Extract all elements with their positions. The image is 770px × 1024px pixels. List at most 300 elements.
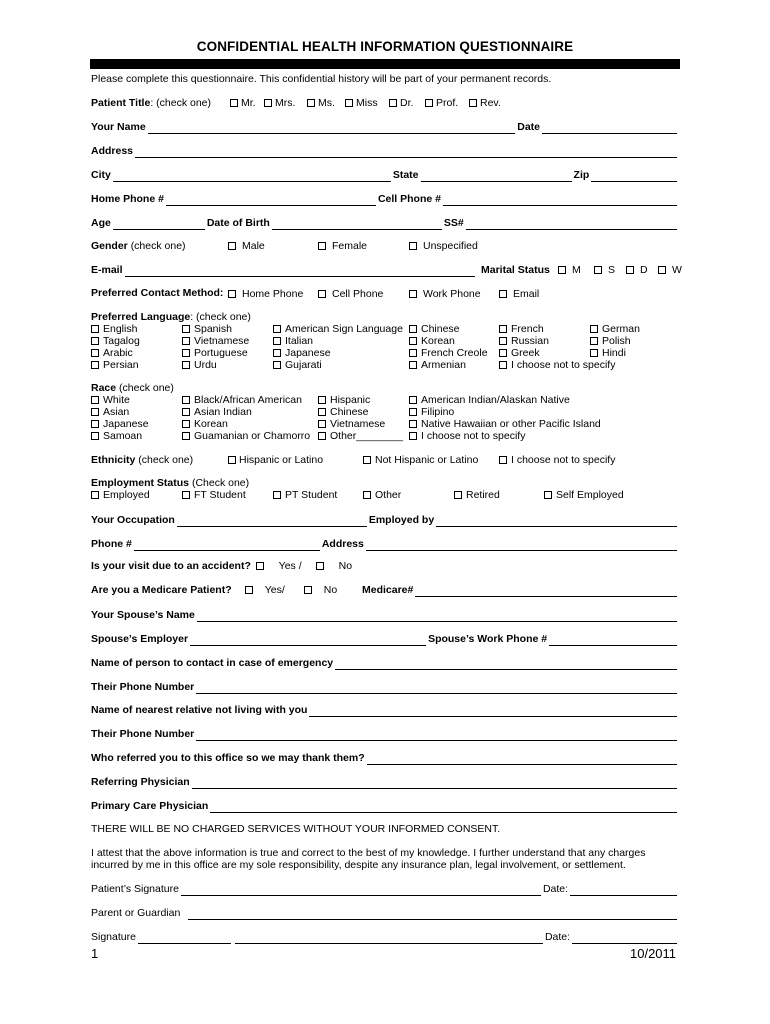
- city-label: City: [91, 169, 111, 181]
- race-option-samoan-checkbox[interactable]: [91, 432, 99, 440]
- referred-row: [91, 751, 679, 765]
- age-field[interactable]: [113, 218, 205, 230]
- medicare-label: Are you a Medicare Patient?: [91, 584, 232, 596]
- race-hint: (check one): [119, 382, 174, 394]
- language-option-tagalog-label: Tagalog: [103, 335, 140, 347]
- race-option-black-african-american-checkbox[interactable]: [182, 396, 190, 404]
- language-option-i-choose-not-to-specify[interactable]: [499, 359, 615, 371]
- language-option-american-sign-language-label: American Sign Language: [285, 323, 403, 335]
- language-option-persian-label: Persian: [103, 359, 139, 371]
- contact-option-home-phone-label: Home Phone: [242, 288, 304, 300]
- parent-field[interactable]: [188, 908, 677, 920]
- race-option-guamanian-or-chamorro-checkbox[interactable]: [182, 432, 190, 440]
- race-option-white-checkbox[interactable]: [91, 396, 99, 404]
- title-option-mr-checkbox[interactable]: [230, 99, 238, 107]
- language-option-arabic-label: Arabic: [103, 347, 133, 359]
- their-phone1-row: [91, 680, 679, 694]
- employment-option-employed-label: Employed: [103, 489, 150, 501]
- contact-option-email[interactable]: [499, 288, 539, 300]
- their-phone1-field[interactable]: [196, 682, 677, 694]
- title-option-dr-label: Dr.: [400, 97, 414, 109]
- their-phone2-row: [91, 727, 679, 741]
- title-option-dr-checkbox[interactable]: [389, 99, 397, 107]
- language-option-greek[interactable]: [499, 347, 540, 359]
- race-option-asian-label: Asian: [103, 406, 130, 418]
- age-label: Age: [91, 217, 111, 229]
- title-option-mrs[interactable]: [264, 97, 295, 109]
- medicare-yes-label: Yes/: [264, 584, 285, 596]
- spouse-employer-label: Spouse’s Employer: [91, 633, 189, 645]
- emergency-label: Name of person to contact in case of emergency: [91, 657, 334, 669]
- race-option-i-choose-not-to-specify-label: I choose not to specify: [421, 430, 526, 442]
- marital-option-w[interactable]: [658, 264, 682, 276]
- occupation-field[interactable]: [177, 515, 367, 527]
- race-heading: [91, 382, 174, 394]
- language-option-gujarati[interactable]: [273, 359, 322, 371]
- language-option-gujarati-checkbox[interactable]: [273, 361, 281, 369]
- race-option-other-label: Other________: [330, 430, 403, 442]
- language-option-polish[interactable]: [590, 335, 631, 347]
- language-option-italian[interactable]: [273, 335, 313, 347]
- race-option-guamanian-or-chamorro-label: Guamanian or Chamorro: [194, 430, 311, 442]
- ethnicity-option-i-choose-not-to-specify-label: I choose not to specify: [511, 454, 616, 466]
- spouse-employer-row: [91, 632, 679, 646]
- language-option-spanish-checkbox[interactable]: [182, 325, 190, 333]
- race-option-filipino[interactable]: [409, 406, 454, 418]
- title-option-mr[interactable]: [230, 97, 256, 109]
- language-option-korean-label: Korean: [421, 335, 455, 347]
- name-row: [91, 120, 679, 134]
- ethnicity-option-hispanic-or-latino[interactable]: [228, 454, 323, 466]
- race-option-black-african-american-label: Black/African American: [194, 394, 302, 406]
- title-option-ms-checkbox[interactable]: [307, 99, 315, 107]
- your-name-field[interactable]: [148, 122, 516, 134]
- employment-option-pt-student-checkbox[interactable]: [273, 491, 281, 499]
- employment-option-other-checkbox[interactable]: [363, 491, 371, 499]
- language-option-russian-checkbox[interactable]: [499, 337, 507, 345]
- language-option-arabic[interactable]: [91, 347, 133, 359]
- race-option-i-choose-not-to-specify-checkbox[interactable]: [409, 432, 417, 440]
- title-option-mr-label: Mr.: [241, 97, 256, 109]
- employment-option-retired[interactable]: [454, 489, 500, 501]
- signature-date-field[interactable]: [572, 932, 677, 944]
- language-option-russian[interactable]: [499, 335, 549, 347]
- race-option-samoan[interactable]: [91, 430, 142, 442]
- title-option-ms[interactable]: [307, 97, 335, 109]
- phone-field[interactable]: [134, 539, 320, 551]
- ethnicity-hint: (check one): [138, 454, 194, 466]
- language-option-korean[interactable]: [409, 335, 455, 347]
- intro-row: [91, 72, 679, 86]
- employment-option-self-employed-checkbox[interactable]: [544, 491, 552, 499]
- marital-option-d-checkbox[interactable]: [626, 266, 634, 274]
- phone-label: Phone #: [91, 538, 132, 550]
- ethnicity-option-not-hispanic-or-latino[interactable]: [363, 454, 478, 466]
- signature-field-2[interactable]: [235, 932, 543, 944]
- title-option-miss-label: Miss: [356, 97, 378, 109]
- signature-row: [91, 930, 679, 944]
- gender-option-unspecified[interactable]: [409, 240, 478, 252]
- race-option-chinese-checkbox[interactable]: [318, 408, 326, 416]
- primary-row: [91, 799, 679, 813]
- contact-label: Preferred Contact Method:: [91, 287, 224, 299]
- race-option-native-hawaiian-or-other-pacific-island-checkbox[interactable]: [409, 420, 417, 428]
- title-option-rev-checkbox[interactable]: [469, 99, 477, 107]
- accident-yes-label: Yes /: [278, 560, 302, 572]
- language-option-i-choose-not-to-specify-label: I choose not to specify: [511, 359, 616, 371]
- employed-by-label: Employed by: [368, 514, 435, 526]
- patient-sig-date-field[interactable]: [570, 884, 677, 896]
- state-label: State: [392, 169, 419, 181]
- ss-field[interactable]: [466, 218, 677, 230]
- race-option-white-label: White: [103, 394, 130, 406]
- address-field[interactable]: [135, 146, 677, 158]
- referred-label: Who referred you to this office so we may thank them?: [91, 752, 365, 764]
- language-option-gujarati-label: Gujarati: [285, 359, 322, 371]
- race-option-i-choose-not-to-specify[interactable]: [409, 430, 525, 442]
- language-option-chinese[interactable]: [409, 323, 460, 335]
- medicare-number-row: [362, 583, 679, 597]
- primary-label: Primary Care Physician: [91, 800, 209, 812]
- address-label: Address: [91, 145, 134, 157]
- title-option-mrs-checkbox[interactable]: [264, 99, 272, 107]
- marital-option-s-checkbox[interactable]: [594, 266, 602, 274]
- marital-option-m[interactable]: [558, 264, 581, 276]
- language-option-german[interactable]: [590, 323, 640, 335]
- patient-sig-row: [91, 882, 679, 896]
- race-option-american-indian-alaskan-native[interactable]: [409, 394, 570, 406]
- contact-option-cell-phone-label: Cell Phone: [332, 288, 384, 300]
- email-field[interactable]: [125, 265, 475, 277]
- gender-row: [91, 239, 679, 253]
- language-option-greek-checkbox[interactable]: [499, 349, 507, 357]
- title-option-rev-label: Rev.: [480, 97, 501, 109]
- language-option-urdu-checkbox[interactable]: [182, 361, 190, 369]
- occupation-label: Your Occupation: [91, 514, 175, 526]
- accident-label: Is your visit due to an accident?: [91, 560, 251, 572]
- language-option-german-checkbox[interactable]: [590, 325, 598, 333]
- language-option-vietnamese[interactable]: [182, 335, 249, 347]
- race-option-samoan-label: Samoan: [103, 430, 143, 442]
- language-option-english-label: English: [103, 323, 138, 335]
- spouse-name-row: [91, 608, 679, 622]
- race-option-hispanic-label: Hispanic: [330, 394, 371, 406]
- attest-text: I attest that the above information is true and correct to the best of my knowledge. I further understand that any charges incurred by me in this office are my sole responsibility, despite any insurance plan, legal involvement, or settlement.: [91, 847, 646, 871]
- language-option-hindi[interactable]: [590, 347, 626, 359]
- language-option-french-checkbox[interactable]: [499, 325, 507, 333]
- race-option-korean[interactable]: [182, 418, 228, 430]
- employed-by-field[interactable]: [436, 515, 677, 527]
- language-option-armenian[interactable]: [409, 359, 466, 371]
- phone-row: [91, 192, 679, 206]
- language-option-greek-label: Greek: [511, 347, 540, 359]
- marital-option-s-label: S: [608, 264, 616, 276]
- race-option-japanese-label: Japanese: [103, 418, 149, 430]
- employment-heading: [91, 477, 249, 489]
- city-row: [91, 168, 679, 182]
- language-option-spanish-label: Spanish: [194, 323, 232, 335]
- marital-option-m-label: M: [572, 264, 581, 276]
- employment-option-retired-checkbox[interactable]: [454, 491, 462, 499]
- date-field[interactable]: [542, 122, 677, 134]
- title-option-ms-label: Ms.: [318, 97, 335, 109]
- employment-option-employed-checkbox[interactable]: [91, 491, 99, 499]
- gender-option-male-checkbox[interactable]: [228, 242, 236, 250]
- language-option-i-choose-not-to-specify-checkbox[interactable]: [499, 361, 507, 369]
- home-phone-label: Home Phone #: [91, 193, 164, 205]
- title-option-miss[interactable]: [345, 97, 378, 109]
- employment-option-ft-student[interactable]: [182, 489, 246, 501]
- primary-field[interactable]: [210, 801, 677, 813]
- language-option-italian-checkbox[interactable]: [273, 337, 281, 345]
- medicare-number-field[interactable]: [415, 585, 677, 597]
- language-option-chinese-checkbox[interactable]: [409, 325, 417, 333]
- language-option-armenian-checkbox[interactable]: [409, 361, 417, 369]
- race-option-native-hawaiian-or-other-pacific-island[interactable]: [409, 418, 601, 430]
- spouse-employer-field[interactable]: [190, 634, 426, 646]
- accident-yes[interactable]: [256, 560, 302, 572]
- spouse-name-field[interactable]: [197, 610, 677, 622]
- race-option-filipino-checkbox[interactable]: [409, 408, 417, 416]
- emergency-row: [91, 656, 679, 670]
- race-option-japanese-checkbox[interactable]: [91, 420, 99, 428]
- race-option-asian[interactable]: [91, 406, 129, 418]
- contact-option-work-phone-label: Work Phone: [423, 288, 481, 300]
- race-option-korean-checkbox[interactable]: [182, 420, 190, 428]
- language-option-french-creole-label: French Creole: [421, 347, 488, 359]
- marital-option-m-checkbox[interactable]: [558, 266, 566, 274]
- patient-title-row: [91, 96, 679, 110]
- language-option-french-label: French: [511, 323, 544, 335]
- employment-option-self-employed[interactable]: [544, 489, 624, 501]
- race-option-hispanic-checkbox[interactable]: [318, 396, 326, 404]
- marital-option-w-checkbox[interactable]: [658, 266, 666, 274]
- language-option-tagalog[interactable]: [91, 335, 140, 347]
- employment-option-pt-student[interactable]: [273, 489, 337, 501]
- accident-no[interactable]: [316, 560, 352, 572]
- language-option-italian-label: Italian: [285, 335, 314, 347]
- occupation-row: [91, 513, 679, 527]
- spouse-work-phone-label: Spouse’s Work Phone #: [428, 633, 548, 645]
- language-option-japanese[interactable]: [273, 347, 331, 359]
- address2-label: Address: [321, 538, 364, 550]
- gender-option-female[interactable]: [318, 240, 367, 252]
- language-option-portuguese-checkbox[interactable]: [182, 349, 190, 357]
- employment-option-pt-student-label: PT Student: [285, 489, 338, 501]
- language-label: Preferred Language: [91, 311, 191, 323]
- signature-label: Signature: [91, 931, 136, 943]
- contact-option-home-phone-checkbox[interactable]: [228, 290, 236, 298]
- date-label: Date: [517, 121, 540, 133]
- medicare-no-label: No: [323, 584, 338, 596]
- title-option-prof[interactable]: [425, 97, 458, 109]
- title-option-miss-checkbox[interactable]: [345, 99, 353, 107]
- ethnicity-heading: [91, 454, 193, 466]
- title-option-dr[interactable]: [389, 97, 413, 109]
- contact-option-email-label: Email: [513, 288, 540, 300]
- gender-option-unspecified-label: Unspecified: [423, 240, 478, 252]
- title-option-prof-label: Prof.: [436, 97, 459, 109]
- language-option-french-creole[interactable]: [409, 347, 488, 359]
- language-option-portuguese[interactable]: [182, 347, 248, 359]
- medicare-yes-checkbox[interactable]: [245, 586, 253, 594]
- race-option-american-indian-alaskan-native-checkbox[interactable]: [409, 396, 417, 404]
- dob-field[interactable]: [272, 218, 442, 230]
- signature-field[interactable]: [138, 932, 231, 944]
- marital-option-d[interactable]: [626, 264, 648, 276]
- page-number: 1: [91, 946, 99, 961]
- race-option-guamanian-or-chamorro[interactable]: [182, 430, 310, 442]
- accident-no-label: No: [338, 560, 353, 572]
- race-option-white[interactable]: [91, 394, 130, 406]
- race-option-american-indian-alaskan-native-label: American Indian/Alaskan Native: [421, 394, 570, 406]
- zip-label: Zip: [573, 169, 590, 181]
- medicare-yes[interactable]: [245, 584, 285, 596]
- ethnicity-option-i-choose-not-to-specify[interactable]: [499, 454, 615, 466]
- language-option-persian[interactable]: [91, 359, 139, 371]
- title-option-mrs-label: Mrs.: [275, 97, 296, 109]
- spouse-work-phone-field[interactable]: [549, 634, 677, 646]
- language-option-french-creole-checkbox[interactable]: [409, 349, 417, 357]
- signature-date-label: Date:: [544, 931, 571, 943]
- gender-option-unspecified-checkbox[interactable]: [409, 242, 417, 250]
- zip-field[interactable]: [591, 170, 677, 182]
- employment-option-employed[interactable]: [91, 489, 150, 501]
- revision-date: 10/2011: [630, 946, 677, 961]
- employment-label: Employment Status: [91, 477, 190, 489]
- race-option-other[interactable]: [318, 430, 403, 442]
- race-option-vietnamese[interactable]: [318, 418, 385, 430]
- ethnicity-option-hispanic-or-latino-checkbox[interactable]: [228, 456, 236, 464]
- accident-yes-checkbox[interactable]: [256, 562, 264, 570]
- race-option-asian-checkbox[interactable]: [91, 408, 99, 416]
- language-option-urdu-label: Urdu: [194, 359, 217, 371]
- patient-title-label: Patient Title: [91, 97, 151, 109]
- relative-label: Name of nearest relative not living with you: [91, 704, 308, 716]
- your-name-label: Your Name: [91, 121, 146, 133]
- language-option-japanese-checkbox[interactable]: [273, 349, 281, 357]
- marital-option-d-label: D: [640, 264, 648, 276]
- medicare-number-label: Medicare#: [362, 584, 414, 596]
- contact-option-work-phone[interactable]: [409, 288, 481, 300]
- title-option-rev[interactable]: [469, 97, 501, 109]
- patient-title-hint: : (check one): [150, 97, 212, 109]
- language-option-vietnamese-checkbox[interactable]: [182, 337, 190, 345]
- language-option-russian-label: Russian: [511, 335, 549, 347]
- language-option-urdu[interactable]: [182, 359, 217, 371]
- their-phone2-field[interactable]: [196, 729, 677, 741]
- medicare-no[interactable]: [304, 584, 337, 596]
- contact-option-cell-phone[interactable]: [318, 288, 383, 300]
- medicare-no-checkbox[interactable]: [304, 586, 312, 594]
- gender-option-male-label: Male: [242, 240, 265, 252]
- ethnicity-option-not-hispanic-or-latino-label: Not Hispanic or Latino: [375, 454, 479, 466]
- language-option-polish-checkbox[interactable]: [590, 337, 598, 345]
- form-title: CONFIDENTIAL HEALTH INFORMATION QUESTIONNAIRE: [196, 39, 574, 54]
- language-hint: : (check one): [190, 311, 251, 323]
- city-field[interactable]: [113, 170, 391, 182]
- date-colon-label: Date:: [542, 883, 569, 895]
- cell-phone-field[interactable]: [443, 194, 677, 206]
- race-option-vietnamese-checkbox[interactable]: [318, 420, 326, 428]
- race-option-other-checkbox[interactable]: [318, 432, 326, 440]
- race-option-black-african-american[interactable]: [182, 394, 302, 406]
- race-option-vietnamese-label: Vietnamese: [330, 418, 386, 430]
- language-option-french[interactable]: [499, 323, 544, 335]
- intro-text: Please complete this questionnaire. This confidential history will be part of your permanent records.: [91, 73, 552, 85]
- title-option-prof-checkbox[interactable]: [425, 99, 433, 107]
- contact-option-work-phone-checkbox[interactable]: [409, 290, 417, 298]
- race-option-chinese[interactable]: [318, 406, 369, 418]
- accident-no-checkbox[interactable]: [316, 562, 324, 570]
- language-option-american-sign-language-checkbox[interactable]: [273, 325, 281, 333]
- home-phone-field[interactable]: [166, 194, 376, 206]
- language-option-american-sign-language[interactable]: [273, 323, 403, 335]
- parent-label: Parent or Guardian: [91, 907, 181, 919]
- race-option-japanese[interactable]: [91, 418, 149, 430]
- ethnicity-option-not-hispanic-or-latino-checkbox[interactable]: [363, 456, 371, 464]
- employment-option-ft-student-label: FT Student: [194, 489, 246, 501]
- patient-sig-field[interactable]: [181, 884, 541, 896]
- gender-option-female-checkbox[interactable]: [318, 242, 326, 250]
- language-option-tagalog-checkbox[interactable]: [91, 337, 99, 345]
- race-option-asian-indian-checkbox[interactable]: [182, 408, 190, 416]
- language-option-vietnamese-label: Vietnamese: [194, 335, 250, 347]
- contact-option-email-checkbox[interactable]: [499, 290, 507, 298]
- language-option-spanish[interactable]: [182, 323, 232, 335]
- race-option-korean-label: Korean: [194, 418, 228, 430]
- gender-hint: (check one): [130, 240, 186, 252]
- language-option-polish-label: Polish: [602, 335, 631, 347]
- ethnicity-option-i-choose-not-to-specify-checkbox[interactable]: [499, 456, 507, 464]
- gender-label: Gender: [91, 240, 128, 252]
- employment-option-other[interactable]: [363, 489, 401, 501]
- employment-option-retired-label: Retired: [466, 489, 500, 501]
- contact-option-home-phone[interactable]: [228, 288, 303, 300]
- race-option-asian-indian-label: Asian Indian: [194, 406, 252, 418]
- emergency-field[interactable]: [335, 658, 677, 670]
- language-option-hindi-checkbox[interactable]: [590, 349, 598, 357]
- language-option-english[interactable]: [91, 323, 137, 335]
- language-option-arabic-checkbox[interactable]: [91, 349, 99, 357]
- language-option-english-checkbox[interactable]: [91, 325, 99, 333]
- their-phone2-label: Their Phone Number: [91, 728, 195, 740]
- employment-hint: (Check one): [191, 477, 250, 489]
- race-label: Race: [91, 382, 117, 394]
- state-field[interactable]: [421, 170, 572, 182]
- email-row: [91, 263, 679, 277]
- relative-field[interactable]: [309, 705, 677, 717]
- employment-option-ft-student-checkbox[interactable]: [182, 491, 190, 499]
- language-option-japanese-label: Japanese: [285, 347, 331, 359]
- gender-option-male[interactable]: [228, 240, 265, 252]
- contact-option-cell-phone-checkbox[interactable]: [318, 290, 326, 298]
- marital-option-s[interactable]: [594, 264, 615, 276]
- referred-field[interactable]: [367, 753, 677, 765]
- race-option-asian-indian[interactable]: [182, 406, 252, 418]
- race-option-hispanic[interactable]: [318, 394, 370, 406]
- ethnicity-label: Ethnicity: [91, 454, 136, 466]
- address2-field[interactable]: [366, 539, 677, 551]
- their-phone1-label: Their Phone Number: [91, 681, 195, 693]
- referring-field[interactable]: [192, 777, 677, 789]
- employment-option-self-employed-label: Self Employed: [556, 489, 624, 501]
- marital-label: Marital Status: [481, 264, 550, 276]
- language-option-korean-checkbox[interactable]: [409, 337, 417, 345]
- marital-option-w-label: W: [672, 264, 682, 276]
- language-heading: [91, 311, 251, 323]
- language-option-persian-checkbox[interactable]: [91, 361, 99, 369]
